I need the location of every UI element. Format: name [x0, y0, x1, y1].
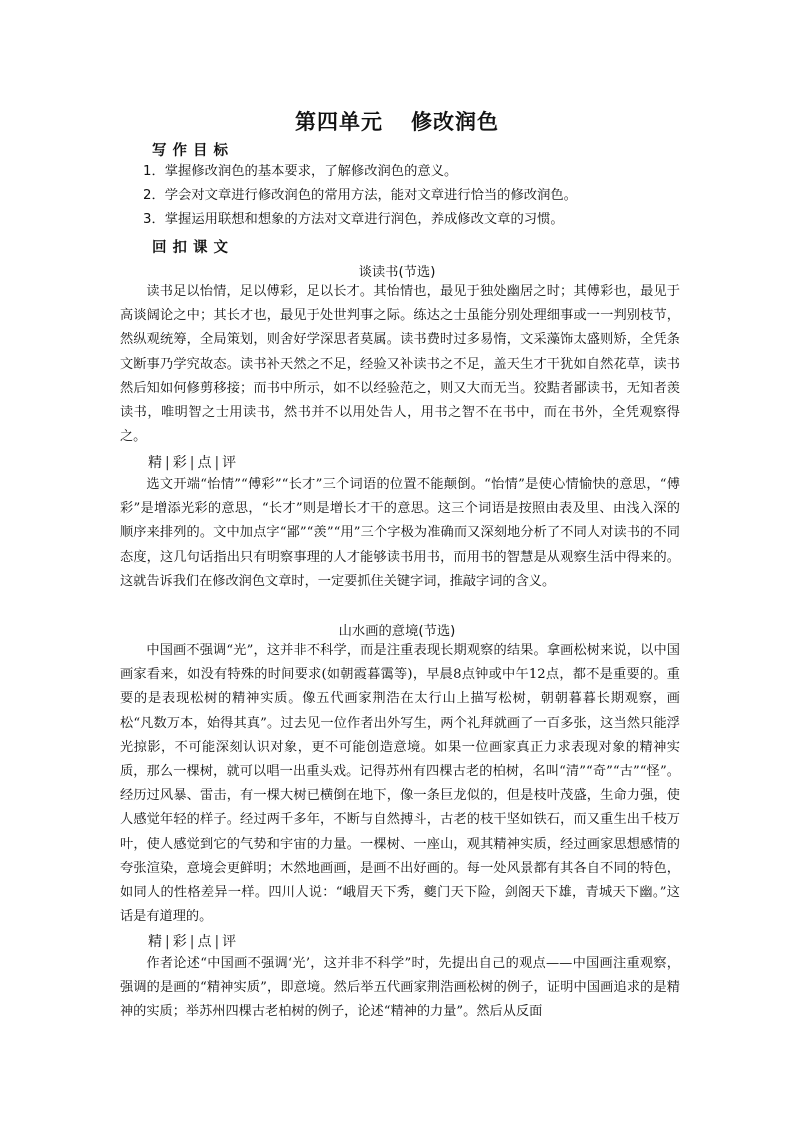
unit-title	[0, 106, 794, 136]
essay-text: 中国画不强调“光”，这并非不科学，而是注重表现长期观察的结果。拿画松树来说，以中国画家看来，如没有特殊的时间要求(如朝霞暮霭等)，早晨8点钟或中午12点，都不是重要的。重要的是表现松树的精神实质。像五代画家荆浩在太行山上描写松树，朝朝暮暮长期观察，画松“凡数万本，始得其真”。过去见一位作者出外写生，两个礼拜就画了一百多张，这当然只能浮光掠影，不可能深刻认识对象，更不可能创造意境。如果一位画家真正力求表现对象的精神实质，那么一棵树，就可以唱一出重头戏。记得苏州有四棵古老的柏树，名叫“清”“奇”“古”“怪”。经历过风暴、雷击，有一棵大树已横倒在地下，像一条巨龙似的，但是枝叶茂盛，生命力强，使人感觉年轻的样子。经过两千多年，不断与自然搏斗，古老的枝干坚如铁石，而又重生出千枝万叶，使人感觉到它的气势和宇宙的力量。一棵树、一座山，观其精神实质，经过画家思想感情的夸张渲染，意境会更鲜明；木然地画画，是画不出好画的。每一处风景都有其各自不同的特色，如同人的性格差异一样。四川人说：“峨眉天下秀，夔门天下险，剑阁天下雄，青城天下幽。”这话是有道理的。	[120, 643, 680, 925]
writing-goals-heading: 写作目标	[152, 143, 234, 159]
comment-text: 选文开端“怡情”“傅彩”“长才”三个词语的位置不能颠倒。“怡情”是使心情愉快的意思，“傅彩”是增添光彩的意思，“长才”则是增长才干的意思。这三个词语是按照由表及里、由浅入深的顺序来排列的。文中加点字“鄙”“羡”“用”三个字极为准确而又深刻地分析了不同人对读书的不同态度，这几句话指出只有明察事理的人才能够读书用书，而用书的智慧是从观察生活中得来的。这就告诉我们在修改润色文章时，一定要抓住关键字词，推敲字词的含义。	[120, 477, 680, 589]
essay-title: 谈读书(节选)	[358, 265, 436, 280]
comment-text: 作者论述“中国画不强调‘光’，这并非不科学”时，先提出自己的观点——中国画注重观察，强调的是画的“精神实质”，即意境。然后举五代画家荆浩画松树的例子，证明中国画追求的是精神的实质；举苏州四棵古老柏树的例子，论述“精神的力量”。然后从反面	[120, 956, 680, 1020]
goal-item: 1．掌握修改润色的基本要求，了解修改润色的意义。	[143, 164, 458, 179]
review-heading: 回扣课文	[152, 240, 234, 256]
essay-title: 山水画的意境(节选)	[338, 624, 456, 639]
goal-item: 3．掌握运用联想和想象的方法对文章进行润色，养成修改文章的习惯。	[143, 212, 564, 227]
unit-number: 第四单元	[295, 110, 383, 134]
comment-heading: 精 | 彩 | 点 | 评	[148, 455, 237, 471]
essay-text: 读书足以怡情，足以傅彩，足以长才。其怡情也，最见于独处幽居之时；其傅彩也，最见于高谈阔论之中；其长才也，最见于处世判事之际。练达之士虽能分别处理细事或一一判别枝节，然纵观统筹，全局策划，则舍好学深思者莫属。读书费时过多易惰，文采藻饰太盛则矫，全凭条文断事乃学究故态。读书补天然之不足，经验又补读书之不足，盖天生才干犹如自然花草，读书然后知如何修剪移接；而书中所示，如不以经验范之，则又大而无当。狡黠者鄙读书，无知者羡读书，唯明智之士用读书，然书并不以用处告人，用书之智不在书中，而在书外，全凭观察得之。	[120, 284, 680, 445]
comment-heading: 精 | 彩 | 点 | 评	[148, 934, 237, 950]
unit-name: 修改润色	[411, 110, 499, 134]
goal-item: 2．学会对文章进行修改润色的常用方法，能对文章进行恰当的修改润色。	[143, 188, 577, 203]
